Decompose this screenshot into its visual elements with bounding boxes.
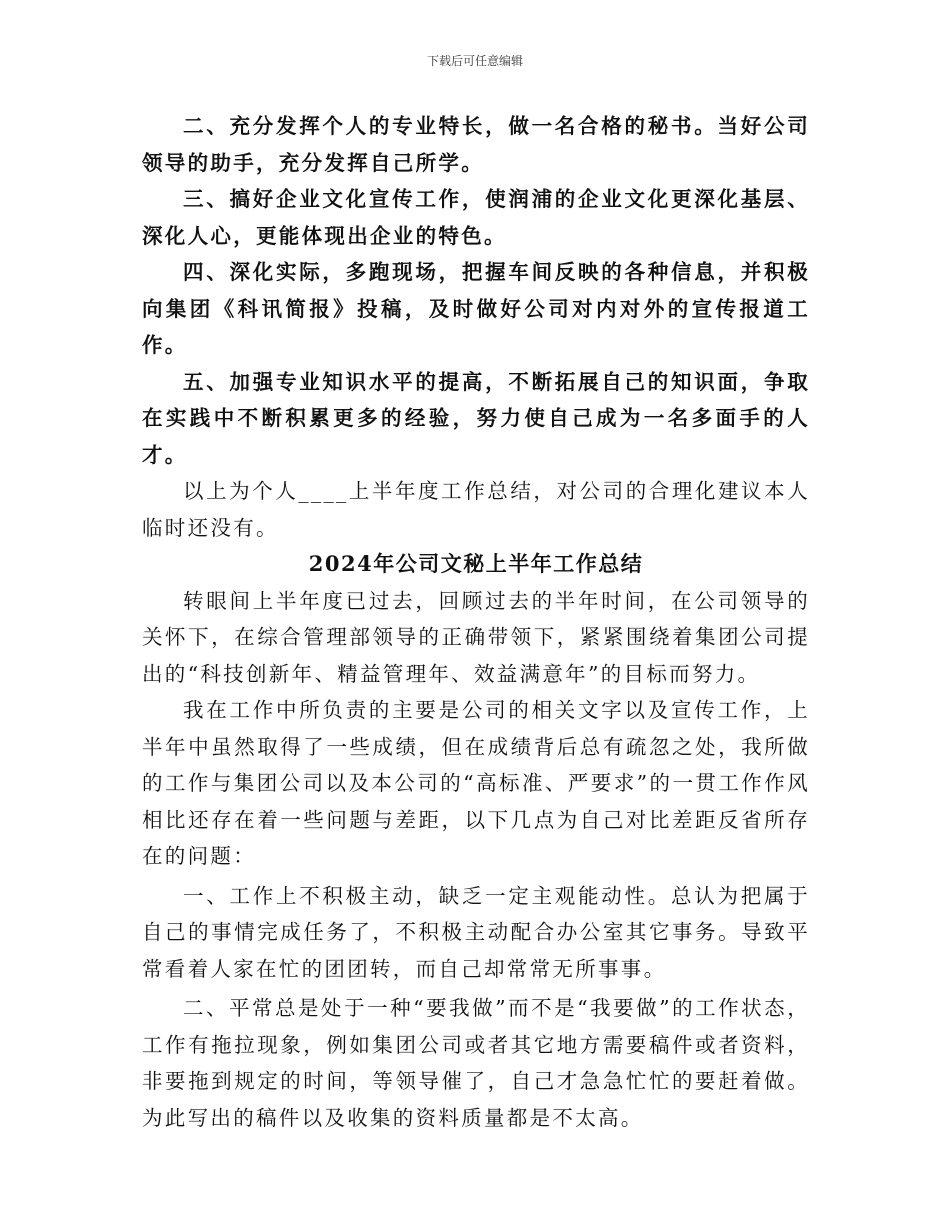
intro-paragraph-5: 五、加强专业知识水平的提高，不断拓展自己的知识面，争取在实践中不断积累更多的经验，努力使自己成为一名多面手的人才。 [142, 369, 810, 467]
section-title: 2024年公司文秘上半年工作总结 [308, 551, 644, 576]
body-paragraph: 我在工作中所负责的主要是公司的相关文字以及宣传工作，上半年中虽然取得了一些成绩，但在成绩背后总有疏忽之处，我所做的工作与集团公司以及本公司的“高标准、严要求”的一贯工作作风相比还存在着一些问题与差距，以下几点为自己对比差距反省所存在的问题： [142, 698, 810, 868]
body-paragraph: 转眼间上半年度已过去，回顾过去的半年时间，在公司领导的关怀下，在综合管理部领导的正确带领下，紧紧围绕着集团公司提出的“科技创新年、精益管理年、效益满意年”的目标而努力。 [142, 588, 810, 686]
document-body [142, 108, 810, 1136]
intro-paragraph-2: 二、充分发挥个人的专业特长，做一名合格的秘书。当好公司领导的助手，充分发挥自己所学。 [142, 114, 810, 175]
intro-paragraph-4: 四、深化实际，多跑现场，把握车间反映的各种信息，并积极向集团《科讯简报》投稿，及时做好公司对内对外的宣传报道工作。 [142, 260, 810, 357]
page-header-note: 下载后可任意编辑 [426, 54, 523, 68]
body-paragraph: 二、平常总是处于一种“要我做”而不是“我要做”的工作状态，工作有拖拉现象，例如集团公司或者其它地方需要稿件或者资料，非要拖到规定的时间，等领导催了，自己才急急忙忙的要赶着做。为此写出的稿件以及收集的资料质量都是不太高。 [142, 996, 810, 1130]
closing-paragraph: 以上为个人____上半年度工作总结，对公司的合理化建议本人临时还没有。 [142, 479, 810, 540]
body-paragraph: 一、工作上不积极主动，缺乏一定主观能动性。总认为把属于自己的事情完成任务了，不积极主动配合办公室其它事务。导致平常看着人家在忙的团团转，而自己却常常无所事事。 [142, 883, 810, 981]
intro-paragraph-3: 三、搞好企业文化宣传工作，使润浦的企业文化更深化基层、深化人心，更能体现出企业的特色。 [142, 187, 810, 248]
